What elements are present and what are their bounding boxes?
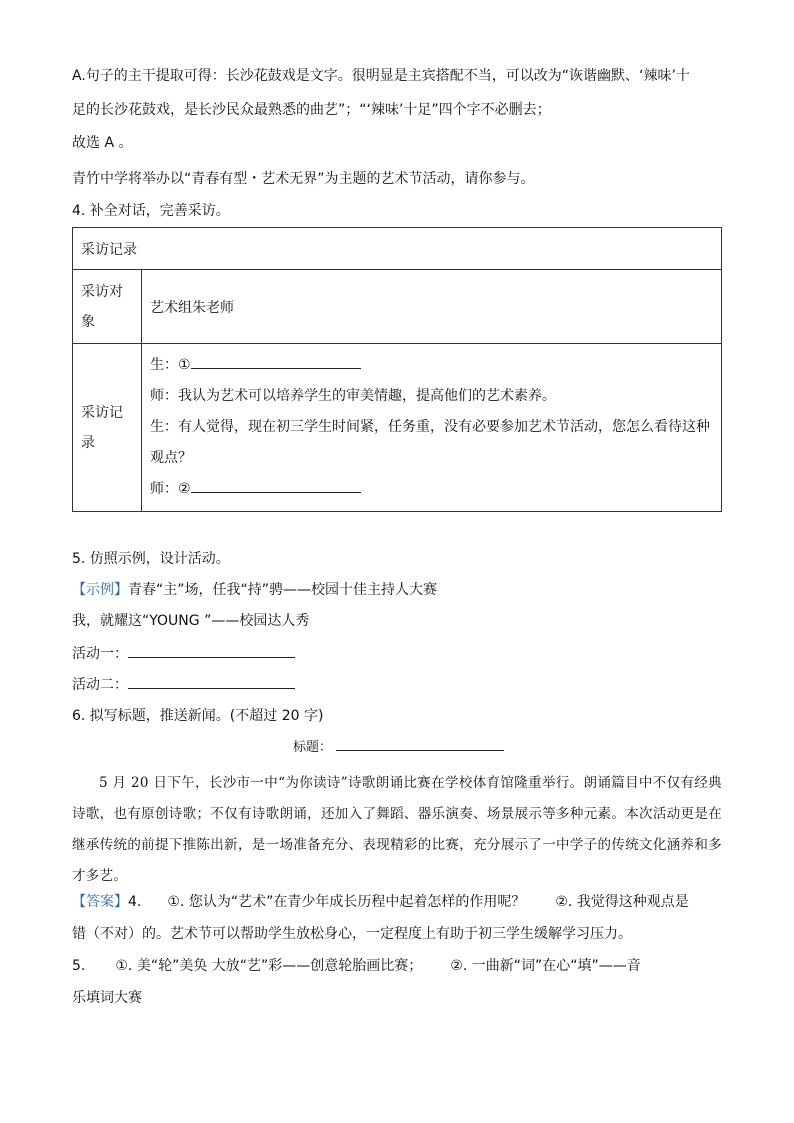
- activity-2-line: [72, 674, 295, 695]
- record-line-1-text: 生：①: [150, 357, 191, 373]
- activity-1-label: 活动一：: [72, 646, 128, 662]
- activity-1-line: [72, 643, 295, 664]
- news-title-line: [293, 736, 504, 755]
- question-5-prompt: 5. 仿照示例，设计活动。: [72, 551, 230, 567]
- prev-answer-line-2: 足的长沙花鼓戏，是长沙民众最熟悉的曲艺”；“‘辣味’十足”四个字不必删去；: [72, 102, 551, 118]
- activity-1-blank[interactable]: [128, 643, 295, 658]
- answer-4-text-2a: 我觉得这种观点是: [576, 894, 689, 910]
- answer-5-text-2a: 一曲新“词”在心“填”——音: [471, 958, 641, 974]
- subject-label-cell: [73, 270, 142, 344]
- answer-line-4: 乐填词大赛: [72, 990, 142, 1006]
- answer-4-number: 4.: [128, 894, 142, 910]
- intro-paragraph: 青竹中学将举办以“青春有型・艺术无界”为主题的艺术节活动，请你参与。: [72, 171, 535, 187]
- answer-blank-1[interactable]: [191, 354, 361, 369]
- answer-line-2: 错（不对）的。艺术节可以帮助学生放松身心，一定程度上有助于初三学生缓解学习压力。: [72, 926, 632, 942]
- question-6-prompt: 6. 拟写标题，推送新闻。(不超过 20 字): [72, 708, 324, 724]
- record-line-5: [150, 474, 713, 505]
- news-paragraph: 5 月 20 日下午，长沙市一中“为你读诗”诗歌朗诵比赛在学校体育馆隆重举行。朗诵篇目中不仅有经典诗歌，也有原创诗歌；不仅有诗歌朗诵，还加入了舞蹈、器乐演奏、场景展示等多种元素。本次活动更是在继承传统的前提下推陈出新，是一场准备充分、表现精彩的比赛，充分展示了一中学子的传统文化涵养和多才多艺。: [72, 775, 722, 884]
- record-label-cell: [73, 344, 142, 512]
- answer-4-text-1: 您认为“艺术”在青少年成长历程中起着怎样的作用呢？: [188, 894, 526, 910]
- example-tag: 【示例】: [72, 582, 128, 598]
- record-label-line-1: 采访记: [81, 404, 123, 421]
- record-line-2: 师：我认为艺术可以培养学生的审美情趣，提高他们的艺术素养。: [150, 388, 556, 404]
- subject-label-line-2: 象: [81, 313, 95, 330]
- answer-5-mark-2: ②.: [450, 958, 468, 974]
- record-line-3: 生：有人觉得，现在初三学生时间紧，任务重，没有必要参加艺术节活动，您怎么看待这种: [150, 419, 710, 435]
- answer-5-mark-1: ①.: [115, 958, 133, 974]
- prev-answer-line-1: A.句子的主干提取可得：长沙花鼓戏是文字。很明显是主宾搭配不当，可以改为“诙谐幽默、‘辣味’十: [72, 68, 690, 84]
- answer-line-1: [72, 892, 689, 912]
- answer-4-mark-1: ①.: [167, 894, 185, 910]
- record-line-1: [150, 350, 713, 381]
- news-title-blank[interactable]: [336, 738, 504, 751]
- interview-table-header: 采访记录: [73, 228, 722, 270]
- answer-blank-2[interactable]: [191, 478, 361, 493]
- news-title-label: 标题：: [293, 740, 333, 755]
- activity-2-label: 活动二：: [72, 677, 128, 693]
- question-4-prompt: 4. 补全对话，完善采访。: [72, 203, 230, 219]
- record-line-4: 观点？: [150, 450, 192, 466]
- example-line-2: 我，就耀这“YOUNG ”——校园达人秀: [72, 613, 310, 629]
- subject-value: 艺术组朱老师: [142, 270, 722, 344]
- record-content-cell: [142, 344, 722, 512]
- answer-4-mark-2: ②.: [555, 894, 573, 910]
- record-label-line-2: 录: [81, 434, 95, 451]
- example-line-1: [72, 580, 437, 600]
- record-line-5-text: 师：②: [150, 481, 191, 497]
- activity-2-blank[interactable]: [128, 674, 295, 689]
- answer-5-text-1: 美“轮”美奂 大放“艺”彩——创意轮胎画比赛；: [136, 958, 423, 974]
- answer-tag: 【答案】: [72, 894, 128, 910]
- answer-line-3: [72, 956, 641, 976]
- prev-answer-line-3: 故选 A 。: [72, 135, 133, 151]
- example-text: 青春“主”场，任我“持”骋——校园十佳主持人大赛: [128, 582, 438, 598]
- answer-5-number: 5.: [72, 958, 86, 974]
- subject-label-line-1: 采访对: [81, 283, 123, 300]
- interview-table: [72, 227, 722, 512]
